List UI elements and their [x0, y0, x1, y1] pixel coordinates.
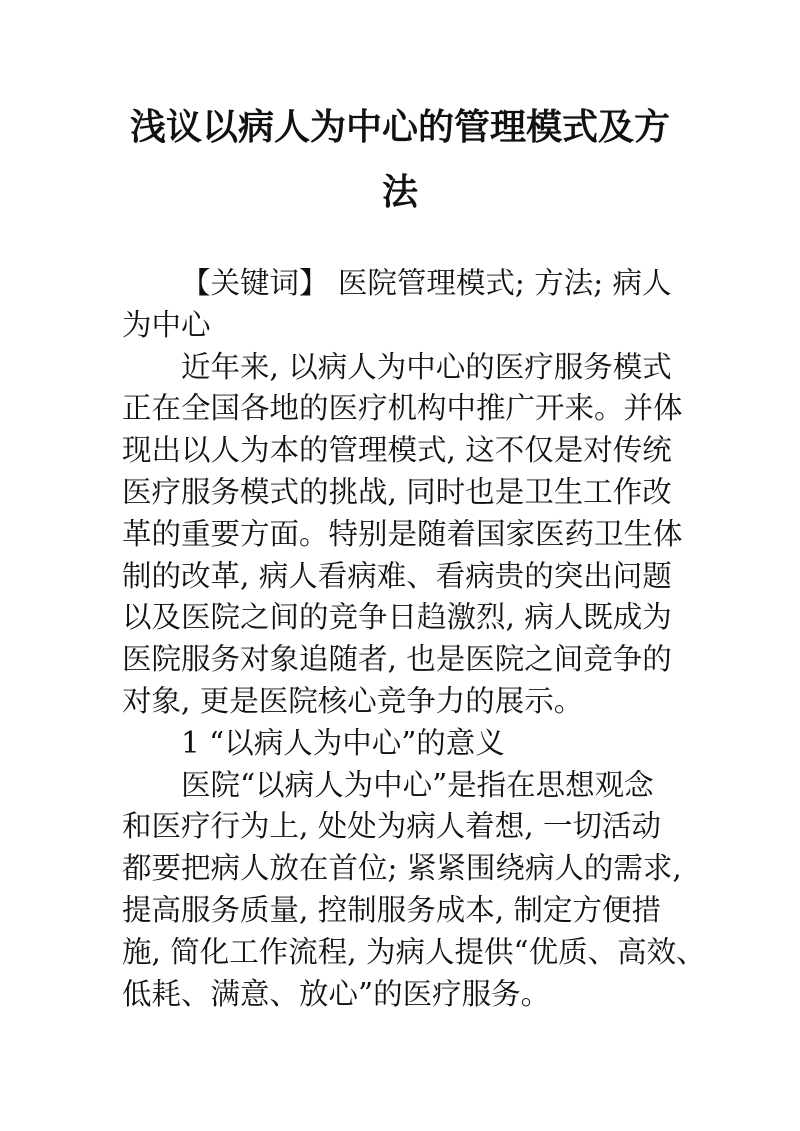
body-text-line: 现出以人为本的管理模式, 这不仅是对传统	[122, 433, 672, 468]
body-text-line: 和医疗行为上, 处处为病人着想, 一切活动	[122, 809, 662, 844]
body-text-line: 都要把病人放在首位; 紧紧围绕病人的需求,	[122, 851, 682, 886]
document-body	[122, 263, 706, 1015]
document-title-line-2: 法	[381, 172, 418, 213]
body-text-line: 为中心	[122, 307, 211, 342]
body-text-line: 近年来, 以病人为中心的医疗服务模式	[181, 349, 672, 384]
body-text-line: 医疗服务模式的挑战, 同时也是卫生工作改	[122, 474, 672, 509]
body-text-line: 施, 简化工作流程, 为病人提供“优质、高效、	[122, 934, 706, 969]
body-text-line: 以及医院之间的竞争日趋激烈, 病人既成为	[122, 600, 672, 635]
body-text-line: 正在全国各地的医疗机构中推广开来。并体	[122, 391, 683, 426]
body-text-line: 医院“以病人为中心”是指在思想观念	[181, 767, 654, 802]
body-text-line: 提高服务质量, 控制服务成本, 制定方便措	[122, 892, 662, 927]
body-text-line: 【关键词】 医院管理模式; 方法; 病人	[181, 266, 672, 300]
body-text-line: 革的重要方面。特别是随着国家医药卫生体	[122, 516, 683, 551]
body-text-line: 医院服务对象追随者, 也是医院之间竞争的	[122, 642, 672, 677]
body-text-line: 低耗、满意、放心”的医疗服务。	[122, 976, 551, 1011]
body-text-line: 1 “以病人为中心”的意义	[181, 725, 505, 760]
body-text-line: 对象, 更是医院核心竞争力的展示。	[122, 683, 584, 718]
document-title-line-1: 浅议以病人为中心的管理模式及方	[129, 107, 670, 148]
body-text-line: 制的改革, 病人看病难、看病贵的突出问题	[122, 558, 672, 593]
